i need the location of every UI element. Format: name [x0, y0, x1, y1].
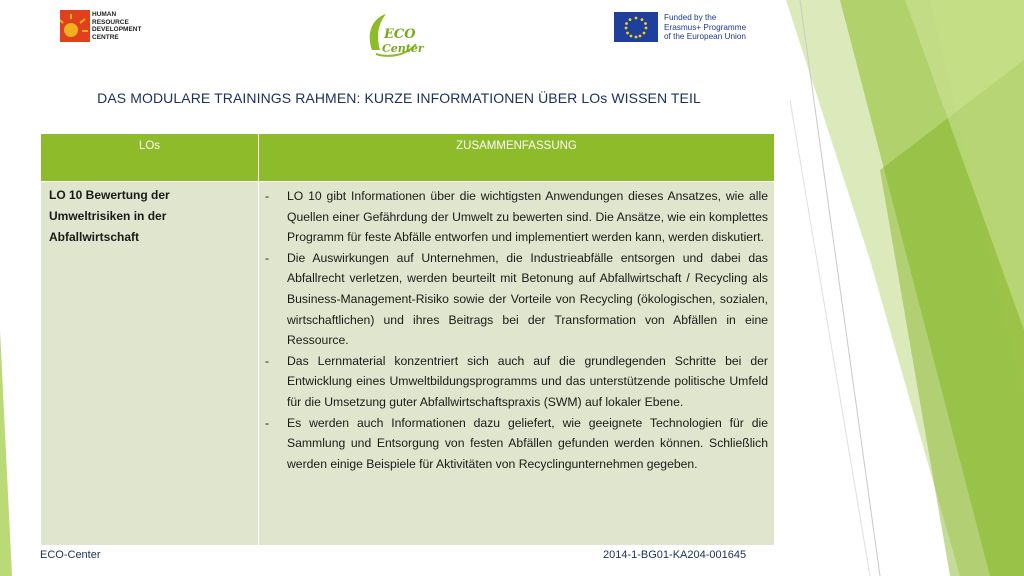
learning-outcomes-table — [40, 133, 775, 546]
footer-project-code: 2014-1-BG01-KA204-001645 — [603, 549, 747, 561]
hrdc-logo — [60, 10, 170, 44]
bullet-marker: - — [265, 415, 270, 430]
summary-list — [263, 186, 768, 474]
header-los: LOs — [41, 134, 259, 182]
eu-flag-icon — [614, 12, 658, 42]
slide-title: DAS MODULARE TRAININGS RAHMEN: KURZE INFORMATIONEN ÜBER LOs WISSEN TEIL — [97, 90, 701, 106]
list-item: - LO 10 gibt Informationen über die wichtigsten Anwendungen dieses Ansatzes, wie alle Quellen einer Gefährdung der Umwelt zu bewerten sind. Die Ansätze, wie ein komplettes Programm für feste Abfälle entworfen und implementiert werden kann, werden diskutiert. — [263, 186, 768, 248]
eu-funding-text: Funded by the Erasmus+ Programme of the European Union — [664, 13, 747, 42]
bullet-marker: - — [265, 250, 270, 265]
list-item: - Das Lernmaterial konzentriert sich auch auf die grundlegenden Schritte bei der Entwicklung eines Umweltbildungsprogramms und das unterstützende politische Umfeld für die Umsetzung guter Abfallwirtschaftspraxis (SWM) auf lokaler Ebene. — [263, 351, 768, 413]
svg-text:Center: Center — [382, 42, 424, 55]
lo-name-cell: LO 10 Bewertung der Umweltrisiken in der Abfallwirtschaft — [41, 182, 259, 546]
erasmus-eu-logo — [614, 12, 764, 44]
sun-icon — [60, 10, 90, 42]
hrdc-logo-text: HUMAN RESOURCE DEVELOPMENT CENTRE — [92, 11, 142, 41]
table-header-row — [41, 134, 775, 182]
eco-center-logo — [362, 10, 428, 64]
header-summary: ZUSAMMENFASSUNG — [259, 134, 775, 182]
list-item: - Die Auswirkungen auf Unternehmen, die Industrieabfälle entsorgen und dabei das Abfallrecht verletzen, werden beurteilt mit Betonung auf Abfallwirtschaft / Recycling als Business-Management-Risiko sowie der Vorteile von Recycling (ökologischen, sozialen, wirtschaftlichen) und ihres Beitrags bei der Transformation von Abfällen in eine Ressource. — [263, 248, 768, 351]
list-item: - Es werden auch Informationen dazu geliefert, wie geeignete Technologien für die Sammlung und Entsorgung von festen Abfällen gefunden werden können. Schließlich werden einige Beispiele für Aktivitäten von Recyclingunternehmen gegeben. — [263, 413, 768, 475]
footer-organization: ECO-Center — [40, 549, 101, 561]
bullet-marker: - — [265, 189, 270, 203]
table-row — [41, 182, 775, 546]
summary-cell — [259, 182, 775, 546]
bullet-marker: - — [265, 353, 270, 368]
svg-text:ECO: ECO — [384, 27, 416, 42]
